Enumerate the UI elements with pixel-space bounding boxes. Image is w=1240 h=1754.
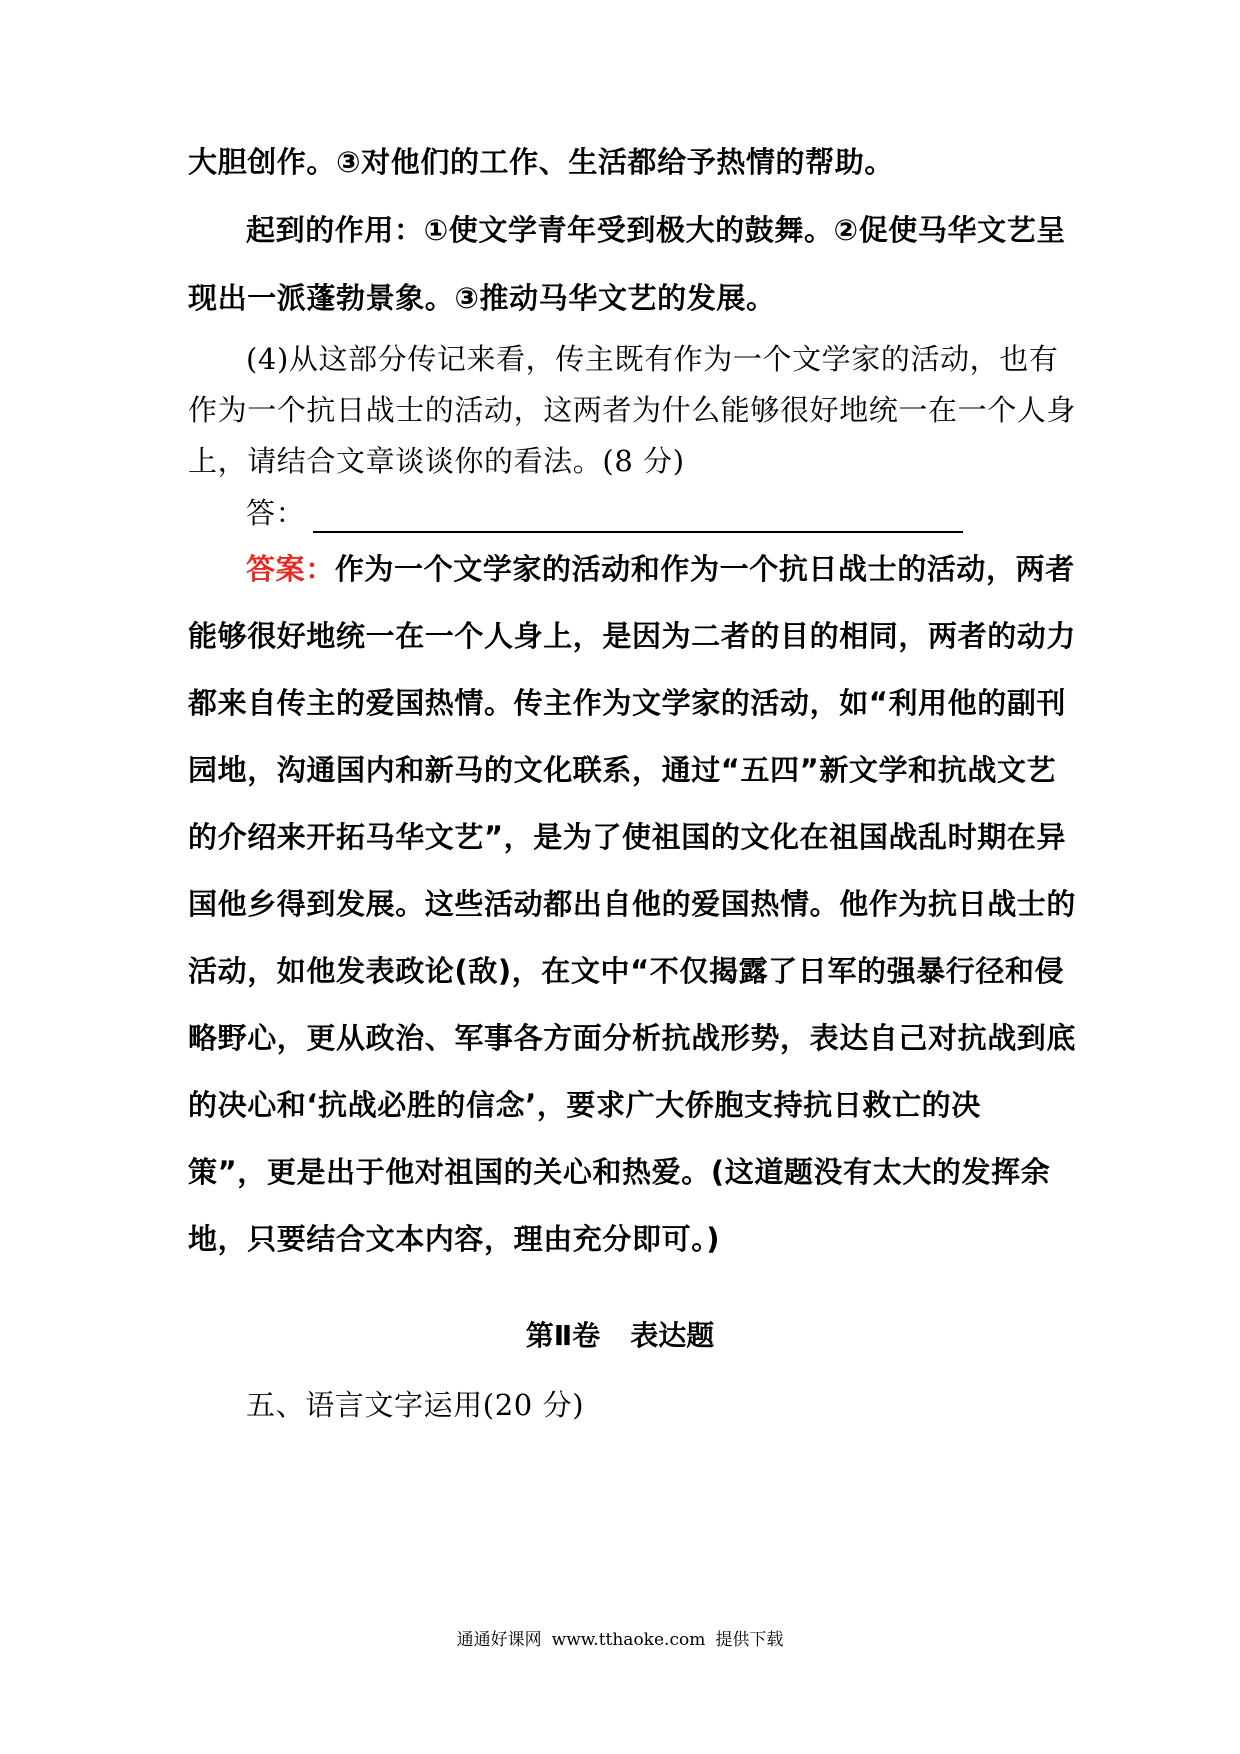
text-line: 起到的作用：①使文学青年受到极大的鼓舞。②促使马华文艺呈 xyxy=(246,213,1066,247)
answer-prompt-row xyxy=(246,491,963,533)
answer-line xyxy=(246,547,1075,588)
answer-line: 的介绍来开拓马华文艺”，是为了使祖国的文化在祖国战乱时期在异 xyxy=(188,820,1067,854)
section-name: 表达题 xyxy=(630,1319,715,1352)
footer-site-name: 通通好课网 xyxy=(456,1630,542,1650)
answer-blank-line xyxy=(313,531,963,533)
answer-label: 答案： xyxy=(246,552,335,586)
question-line: 作为一个抗日战士的活动，这两者为什么能够很好地统一在一个人身 xyxy=(188,393,1077,427)
section-title xyxy=(0,1314,1240,1354)
section-part: 第Ⅱ卷 xyxy=(525,1319,601,1352)
answer-line: 能够很好地统一在一个人身上，是因为二者的目的相同，两者的动力 xyxy=(188,619,1077,653)
answer-line: 的决心和‘抗战必胜的信念’，要求广大侨胞支持抗日救亡的决 xyxy=(188,1088,981,1122)
footer-url: www.tthaoke.com xyxy=(551,1630,706,1650)
page-footer xyxy=(0,1625,1240,1650)
answer-line: 园地，沟通国内和新马的文化联系，通过“五四”新文学和抗战文艺 xyxy=(188,753,1057,787)
footer-note: 提供下载 xyxy=(715,1630,784,1650)
answer-line: 地，只要结合文本内容，理由充分即可。) xyxy=(188,1222,721,1256)
question-line: 上，请结合文章谈谈你的看法。(8 分) xyxy=(188,444,685,478)
answer-line: 国他乡得到发展。这些活动都出自他的爱国热情。他作为抗日战士的 xyxy=(188,887,1077,921)
answer-text: 作为一个文学家的活动和作为一个抗日战士的活动，两者 xyxy=(334,552,1075,586)
text-line: 大胆创作。③对他们的工作、生活都给予热情的帮助。 xyxy=(188,145,894,179)
answer-line: 都来自传主的爱国热情。传主作为文学家的活动，如“利用他的副刊 xyxy=(188,686,1067,720)
answer-line: 活动，如他发表政论(敌)，在文中“不仅揭露了日军的强暴行径和侵 xyxy=(188,954,1065,988)
text-line: 现出一派蓬勃景象。③推动马华文艺的发展。 xyxy=(188,281,776,315)
answer-prompt: 答： xyxy=(246,496,306,530)
answer-line: 策”，更是出于他对祖国的关心和热爱。(这道题没有太大的发挥余 xyxy=(188,1155,1051,1189)
question-line: (4)从这部分传记来看，传主既有作为一个文学家的活动，也有 xyxy=(246,342,1059,376)
subsection-heading: 五、语言文字运用(20 分) xyxy=(246,1388,585,1422)
answer-line: 略野心，更从政治、军事各方面分析抗战形势，表达自己对抗战到底 xyxy=(188,1021,1077,1055)
